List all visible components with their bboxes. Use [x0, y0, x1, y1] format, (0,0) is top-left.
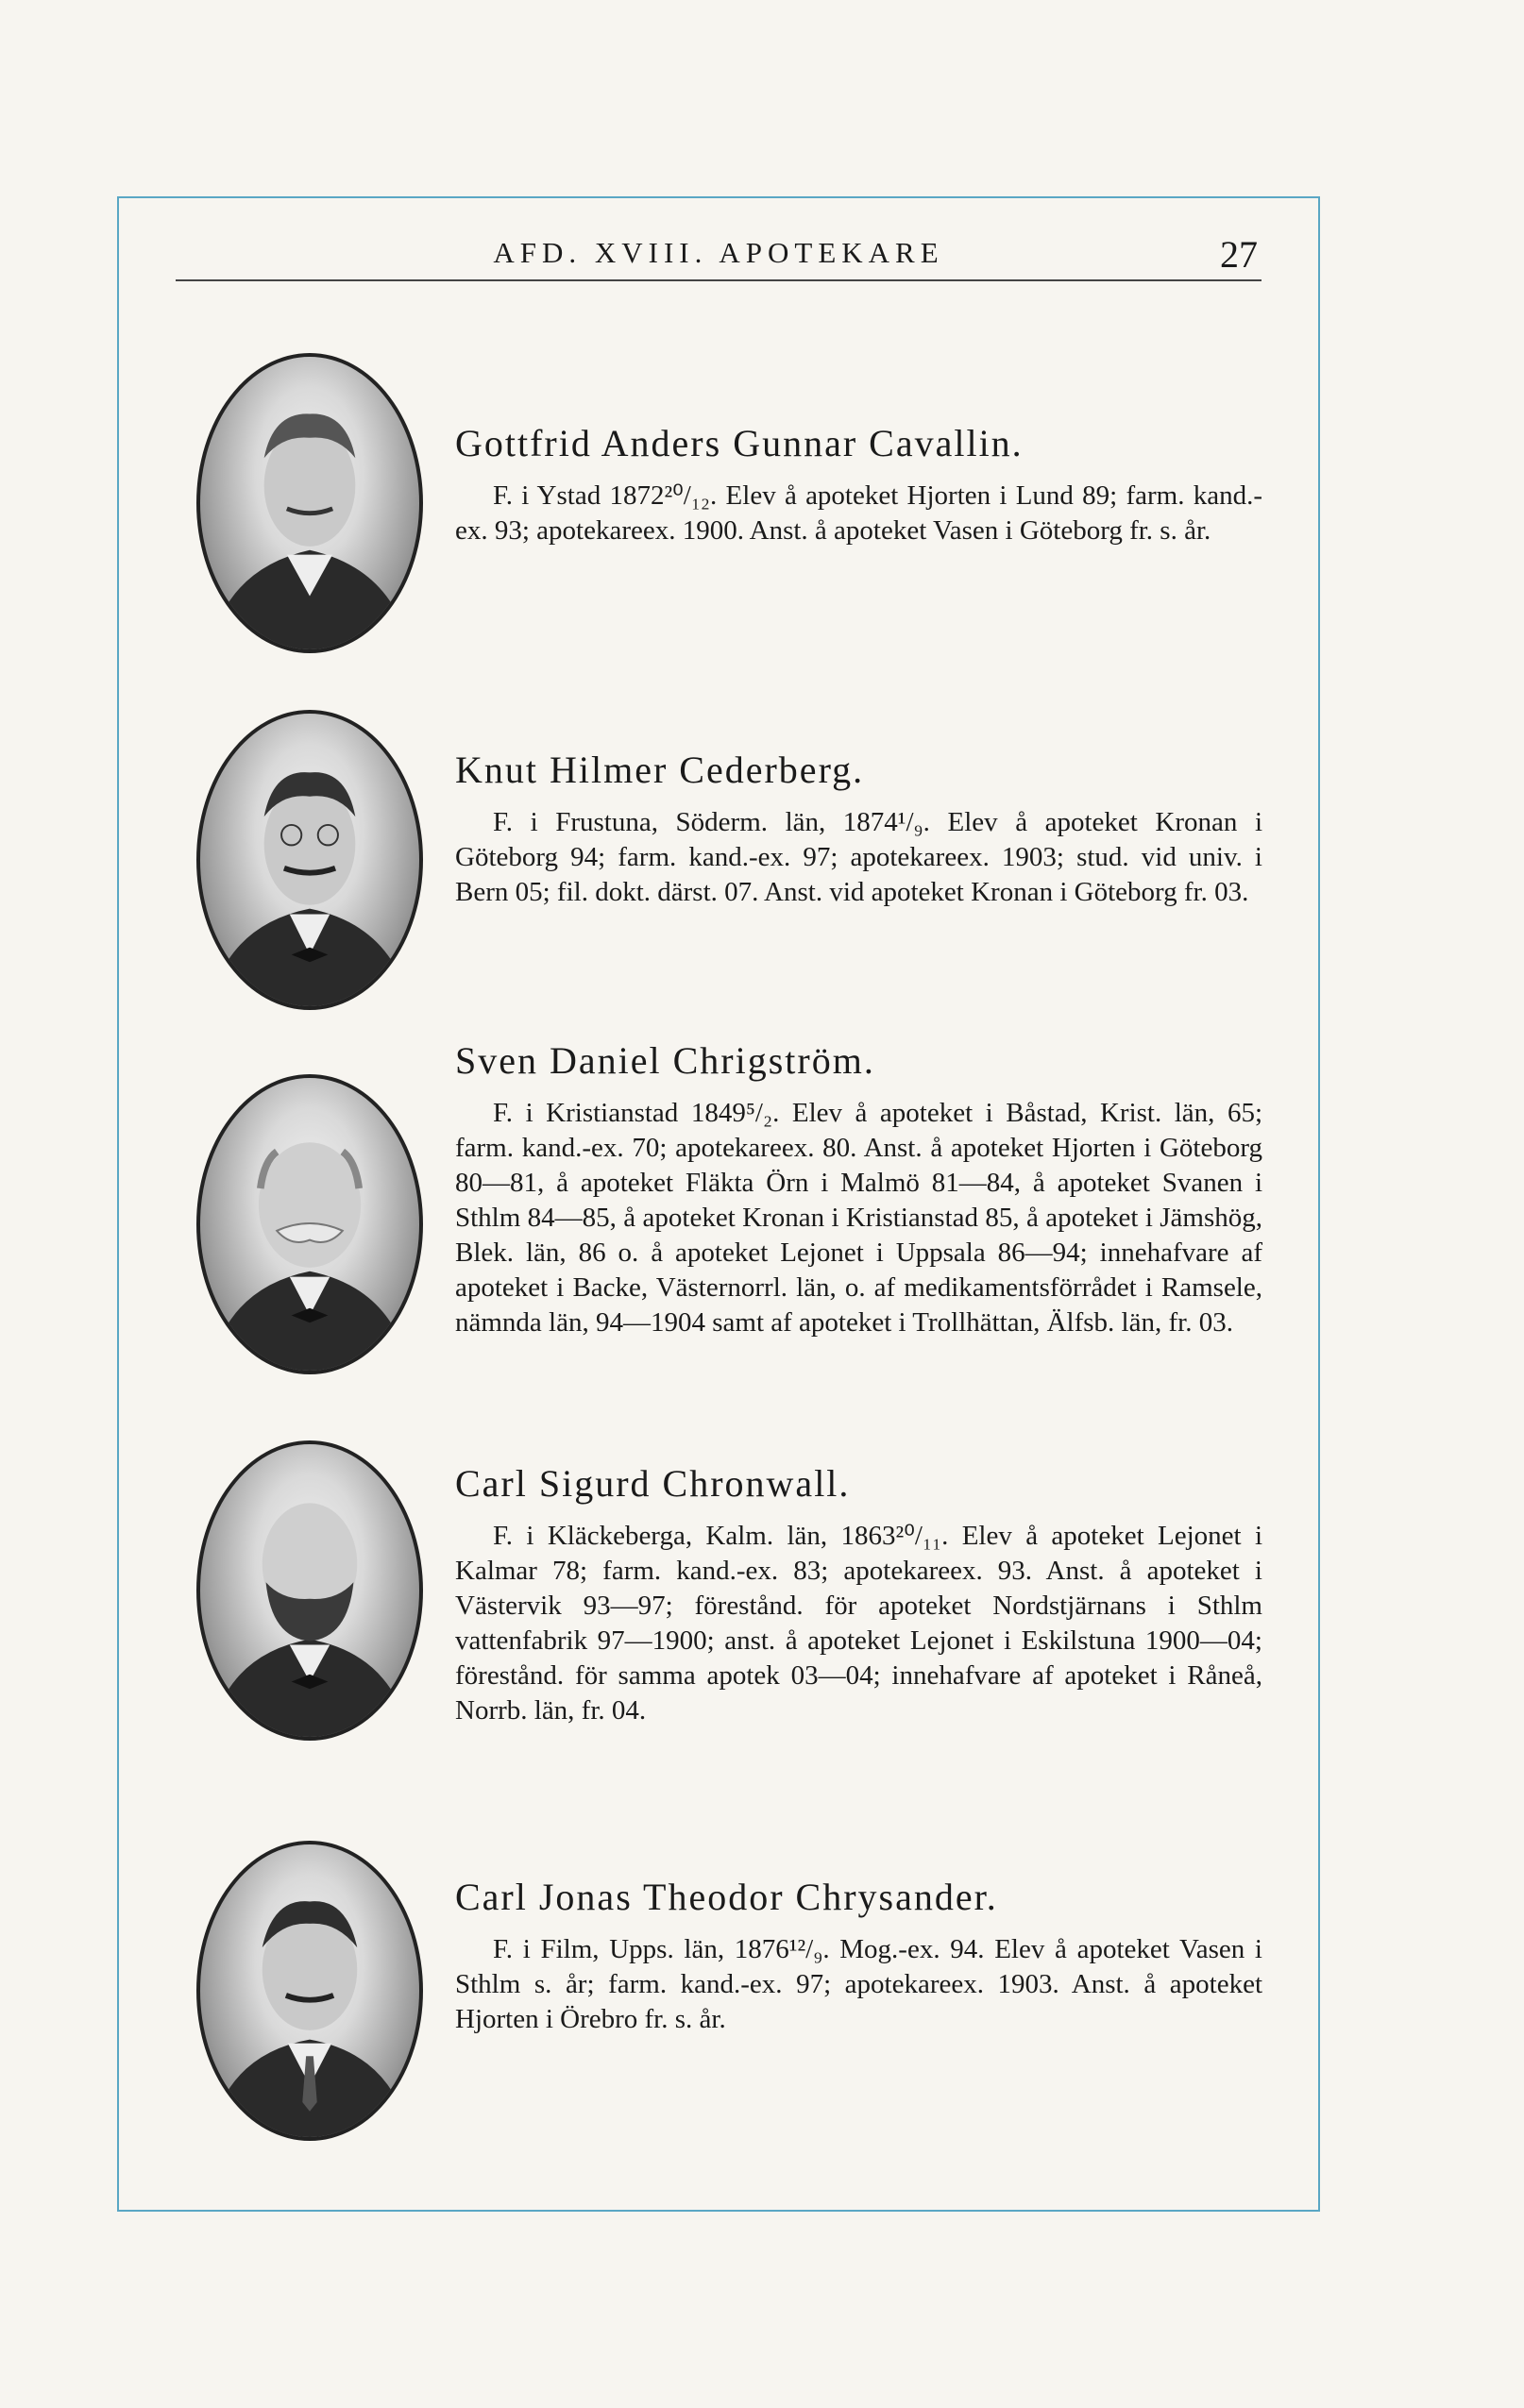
entry-bio: F. i Kläckeberga, Kalm. län, 1863²⁰/₁₁. Elev å apoteket Lejonet i Kalmar 78; farm. kand.-ex. 83; apotekareex. 93. Anst. å apoteket i Västervik 93—97; förestånd. för apoteket Nordstjärnans i Sthlm vattenfabrik 97—1900; anst. å apoteket Lejonet i Eskilstuna 1900—04; förestånd. för samma apotek 03—04; innehafvare af apoteket i Råneå, Norrb. län, fr. 04. [455, 1521, 1262, 1726]
running-title: AFD. XVIII. APOTEKARE [493, 236, 944, 269]
entry-bio: F. i Frustuna, Söderm. län, 1874¹/₉. Elev å apoteket Kronan i Göteborg 94; farm. kand.-ex. 97; apotekareex. 1903; stud. vid univ. i Bern 05; fil. dokt. därst. 07. Anst. vid apoteket Kronan i Göteborg fr. 03. [455, 807, 1262, 907]
portrait-photo [196, 710, 423, 1010]
entry-name: Carl Sigurd Chronwall. [455, 1462, 851, 1505]
entry-name: Sven Daniel Chrigström. [455, 1039, 875, 1082]
header-rule [176, 279, 1262, 281]
portrait-photo [196, 1841, 423, 2141]
entry-name: Carl Jonas Theodor Chrysander. [455, 1876, 998, 1918]
entry-name: Gottfrid Anders Gunnar Cavallin. [455, 422, 1024, 464]
entry-name: Knut Hilmer Cederberg. [455, 749, 865, 791]
entry-bio: F. i Ystad 1872²⁰/₁₂. Elev å apoteket Hjorten i Lund 89; farm. kand.-ex. 93; apotekareex. 1900. Anst. å apoteket Vasen i Göteborg fr. s. år. [455, 480, 1262, 546]
running-header [176, 233, 1262, 281]
entry-bio: F. i Film, Upps. län, 1876¹²/₉. Mog.-ex. 94. Elev å apoteket Vasen i Sthlm s. år; farm. kand.-ex. 97; apotekareex. 1903. Anst. å apoteket Hjorten i Örebro fr. s. år. [455, 1934, 1262, 2034]
portrait-photo [196, 353, 423, 653]
portrait-photo [196, 1440, 423, 1741]
entry-bio: F. i Kristianstad 1849⁵/₂. Elev å apoteket i Båstad, Krist. län, 65; farm. kand.-ex. 70; apotekareex. 80. Anst. å apoteket Hjorten i Göteborg 80—81, å apoteket Fläkta Örn i Malmö 81—84, å apoteket Svanen i Sthlm 84—85, å apoteket Kronan i Kristianstad 85, å apoteket i Jämshög, Blek. län, 86 o. å apoteket Lejonet i Uppsala 86—94; innehafvare af apoteket i Backe, Västernorrl. län, o. af medikamentsförrådet i Ramsele, nämnda län, 94—1904 samt af apoteket i Trollhättan, Älfsb. län, fr. 03. [455, 1098, 1262, 1338]
page-number: 27 [1220, 233, 1258, 276]
portrait-photo [196, 1074, 423, 1374]
